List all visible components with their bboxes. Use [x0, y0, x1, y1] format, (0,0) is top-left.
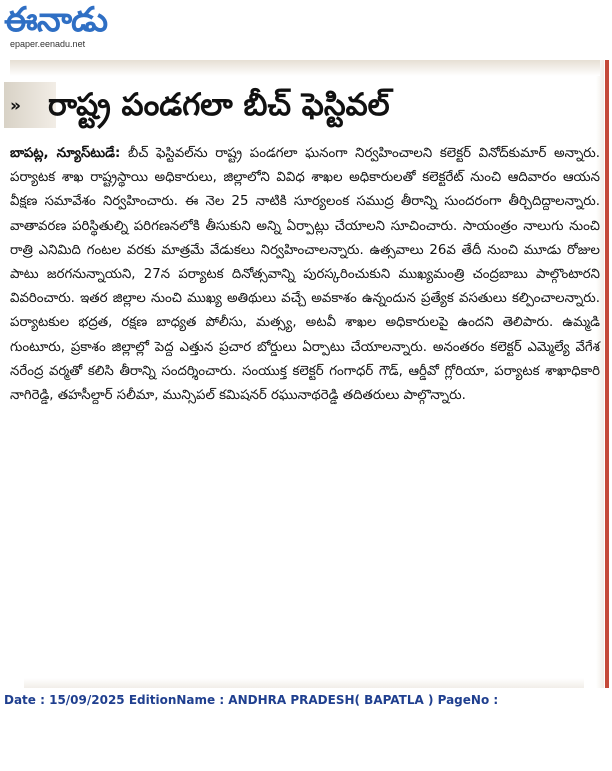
eenadu-logo[interactable] — [4, 2, 144, 52]
epaper-site-url: epaper.eenadu.net — [10, 39, 86, 49]
headline-bar — [4, 78, 600, 134]
article-dateline: బాపట్ల, న్యూస్‌టుడే: — [10, 146, 121, 161]
chevron-right-icon: » — [10, 96, 21, 116]
logo-wordmark: ఈనాడు — [4, 0, 108, 40]
article-text: బీచ్ ఫెస్టివల్‌ను రాష్ట్ర పండగలా ఘనంగా నిర్వహించాలని కలెక్టర్ వినోద్‌కుమార్ అన్నారు. పర్యాటక శాఖ రాష్ట్రస్థాయి అధికారులు, జిల్లాలోని వివిధ శాఖల అధికారులతో కలెక్టరేట్ నుంచి ఆదివారం ఆయన వీక్షణ సమావేశం నిర్వహించారు. ఈ నెల 25 నాటికి సూర్యలంక సముద్ర తీరాన్ని సుందరంగా తీర్చిదిద్దాలన్నారు. వాతావరణ పరిస్థితుల్ని పరిగణనలోకి తీసుకుని అన్ని ఏర్పాట్లు చేయాలని సూచించారు. సాయంత్రం నాలుగు నుంచి రాత్రి ఎనిమిది గంటల వరకు మాత్రమే వేడుకలు నిర్వహించాలన్నారు. ఉత్సవాలు 26వ తేదీ నుంచి మూడు రోజుల పాటు జరగనున్నాయని, 27న పర్యాటక దినోత్సవాన్ని పురస్కరించుకుని ముఖ్యమంత్రి చంద్రబాబు పాల్గొంటారని వివరించారు. ఇతర జిల్లాల నుంచి ముఖ్య అతిథులు వచ్చే అవకాశం ఉన్నందున ప్రత్యేక వసతులు కల్పించాలన్నారు. పర్యాటకుల భద్రత, రక్షణ బాధ్యత పోలీసు, మత్స్య, అటవీ శాఖల అధికారులపై ఉందని తెలిపారు. ఉమ్మడి గుంటూరు, ప్రకాశం జిల్లాల్లో పెద్ద ఎత్తున ప్రచార బోర్డులు ఏర్పాటు చేయాలన్నారు. అనంతరం కలెక్టర్ ఎమ్మెల్యే వేగేశ నరేంద్ర వర్మతో కలిసి తీరాన్ని సందర్శించారు. సంయుక్త కలెక్టర్ గంగాధర్ గౌడ్, ఆర్డీవో గ్లోరియా, పర్యాటక శాఖాధికారి నాగిరెడ్డి, తహసీల్దార్ సలీమా, మున్సిపల్ కమిషనర్ రఘునాథరెడ్డి తదితరులు పాల్గొన్నారు. — [10, 146, 601, 404]
edition-footer: Date : 15/09/2025 EditionName : ANDHRA PRADESH( BAPATLA ) PageNo : — [4, 693, 499, 707]
article-headline: రాష్ట్ర పండగలా బీచ్ ఫెస్టివల్ — [48, 87, 390, 123]
next-article-edge — [24, 678, 584, 688]
clip-top-shading — [10, 60, 600, 76]
clip-border — [605, 60, 609, 688]
news-clipping — [0, 60, 604, 688]
article-body — [10, 142, 600, 408]
